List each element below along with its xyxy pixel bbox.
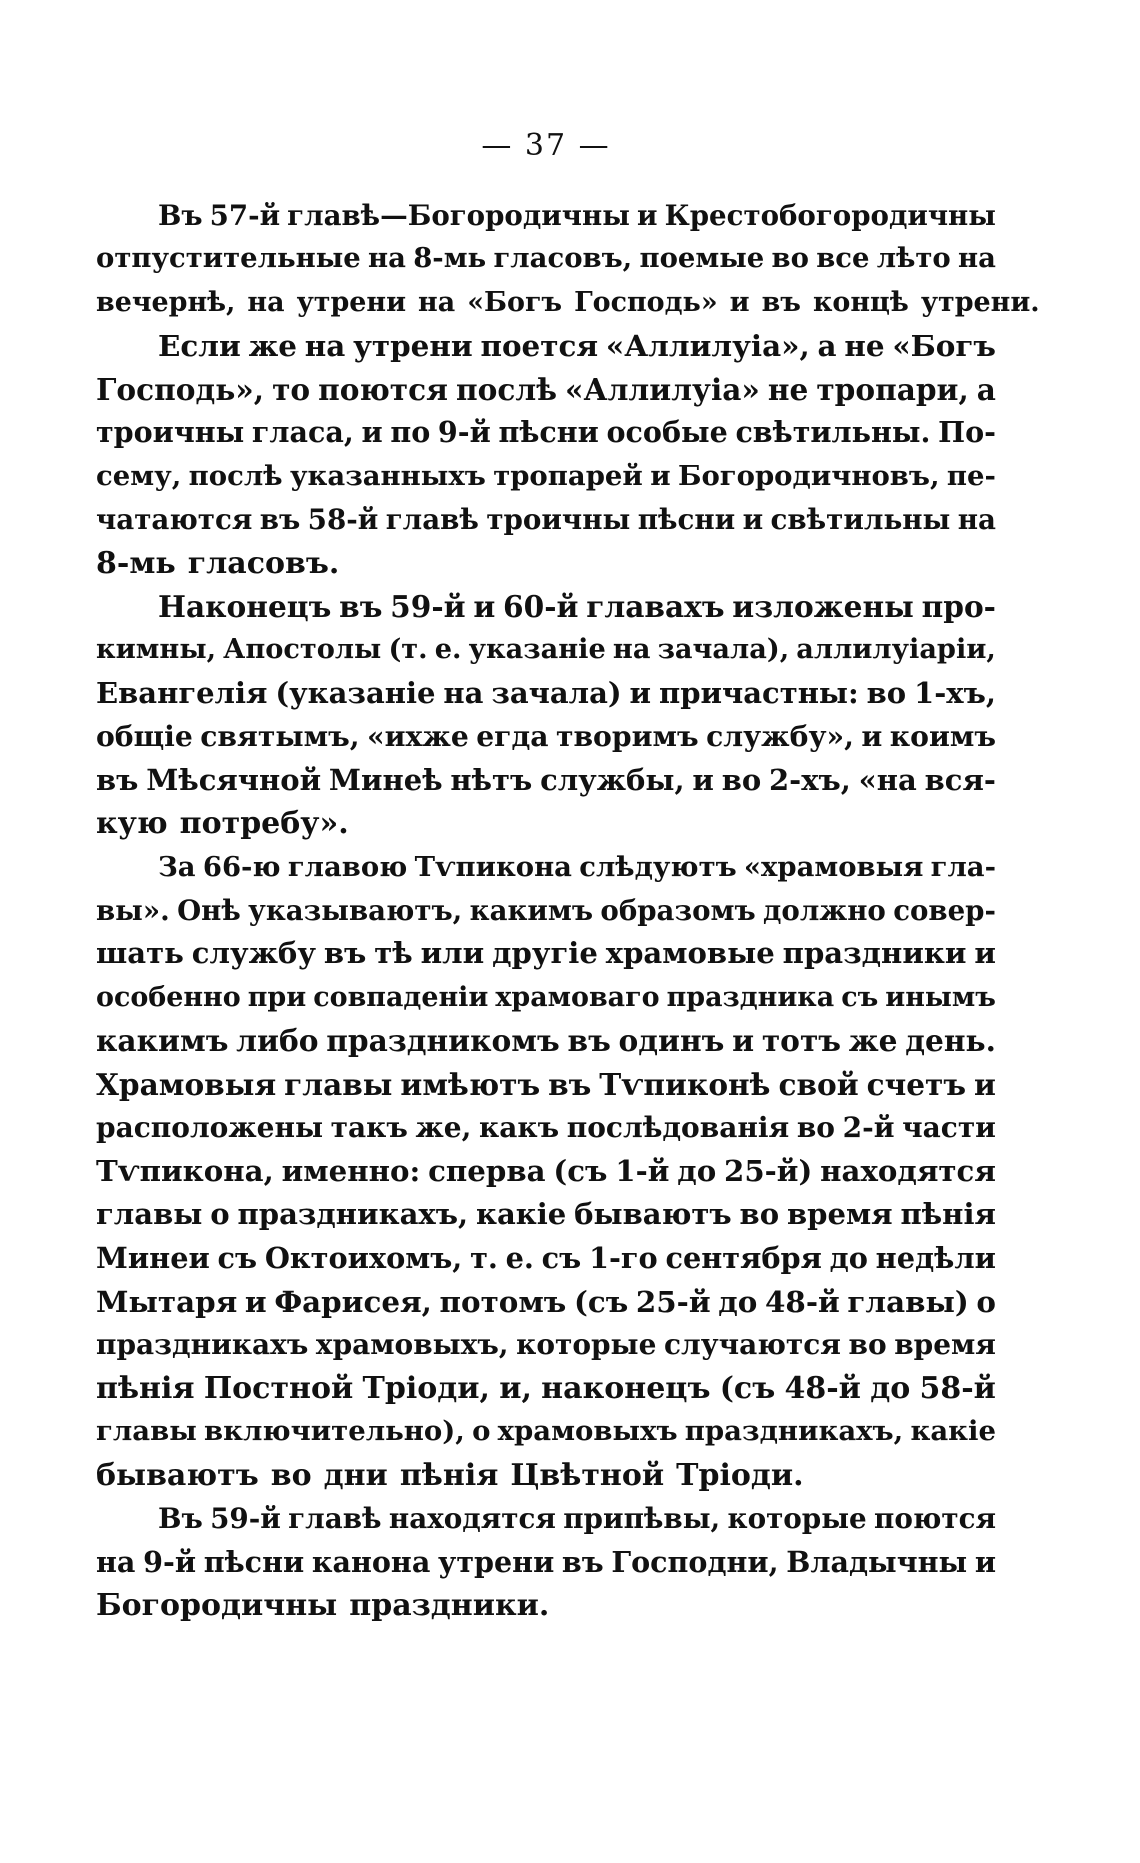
word: главы (96, 1415, 197, 1448)
word: лѣто (876, 242, 951, 275)
word: тропарей (493, 459, 643, 492)
word: и (732, 1023, 755, 1059)
word: 9-й (143, 1544, 197, 1579)
word: (съ (573, 1283, 629, 1319)
text-line (96, 672, 996, 715)
word: особенно (96, 981, 241, 1013)
word: 1-хъ, (914, 675, 996, 710)
word: образомъ (600, 894, 756, 927)
word: святымъ, (200, 720, 360, 754)
word: которые (727, 1502, 867, 1536)
word: совер- (893, 894, 996, 927)
word: на (96, 1544, 136, 1579)
word: пѣсни (498, 415, 599, 450)
word: и (742, 503, 764, 537)
word: до (870, 1370, 911, 1406)
word: гласовъ. (187, 545, 340, 581)
word: указанныхъ (289, 459, 486, 492)
word: въ (339, 588, 383, 624)
word: е. (505, 1240, 534, 1275)
word: «ихже (366, 720, 469, 754)
word: троичны (486, 503, 631, 537)
word: въ (259, 503, 301, 537)
word: то (272, 371, 311, 407)
word: 1-й (615, 1153, 670, 1188)
word: и (650, 459, 671, 492)
word: Тѵпикона (414, 850, 572, 883)
word: во (739, 1197, 780, 1232)
word: храмоваго (495, 981, 660, 1013)
word: припѣвы, (563, 1502, 721, 1536)
word: потребу». (179, 806, 349, 842)
text-line (96, 542, 996, 585)
word: или (420, 936, 485, 971)
word: Октоихомъ, (264, 1240, 463, 1275)
word: во (796, 1111, 835, 1145)
word: на (247, 286, 285, 318)
word: во (771, 242, 809, 275)
word: поется (480, 328, 599, 364)
word: во (270, 1457, 312, 1493)
word: Наконецъ (158, 588, 332, 624)
word: 2-й (842, 1111, 895, 1145)
word: Тѵпиконѣ (599, 1066, 771, 1102)
word: Если (158, 328, 241, 364)
word: въ (561, 1544, 604, 1579)
word: главахъ (586, 588, 725, 624)
word: главѣ (288, 1502, 382, 1536)
word: праздникахъ, (684, 1415, 904, 1448)
page-number: — 37 — (481, 128, 611, 163)
word: (указаніе (275, 675, 436, 710)
word: свѣтильны. (735, 415, 931, 450)
word: утрени (296, 286, 407, 318)
text-line (96, 1106, 996, 1149)
word: на (612, 633, 651, 666)
paragraph (96, 846, 996, 1498)
word: поются (318, 371, 448, 407)
paragraph (96, 1497, 996, 1627)
word: е. (434, 633, 462, 666)
word: на (443, 675, 484, 710)
word: съ (841, 981, 879, 1013)
word: праздникахъ (96, 1328, 309, 1362)
word: утрени (353, 328, 473, 364)
word: время (894, 1328, 996, 1362)
word: чатаются (96, 503, 253, 537)
text-line (96, 585, 996, 628)
word: Богородичновъ, (677, 459, 940, 492)
text-line (96, 281, 1040, 324)
word: же, (415, 1111, 472, 1145)
word: пѣнія (900, 1197, 996, 1232)
word: Апостолы (223, 633, 382, 666)
word: Онѣ (177, 894, 241, 927)
text-line (96, 455, 996, 498)
word: (съ (719, 1370, 776, 1406)
word: пѣнія (399, 1457, 499, 1493)
word: 2-хъ, (769, 762, 851, 797)
text-line (96, 1193, 996, 1236)
word: совпаденіи (313, 981, 489, 1013)
word: которые (516, 1328, 657, 1362)
text-line (96, 1584, 996, 1627)
word: и (361, 415, 383, 450)
text-line (96, 628, 996, 671)
word: потомъ (439, 1283, 567, 1319)
word: поются (874, 1502, 996, 1536)
word: въ (323, 936, 367, 971)
word: гласовъ, (493, 242, 633, 275)
word: и (629, 675, 652, 710)
word: 1-го (588, 1240, 658, 1275)
text-line (96, 498, 996, 541)
text-line (96, 802, 996, 845)
word: Богородичны (96, 1588, 338, 1623)
word: Господни, (611, 1544, 779, 1579)
word: до (677, 1153, 717, 1188)
word: общіе (96, 720, 193, 754)
text-line (96, 1150, 996, 1193)
word: службу», (706, 720, 854, 754)
word: включительно), (204, 1415, 465, 1448)
word: при (247, 981, 307, 1013)
word: послѣдованія (566, 1111, 790, 1145)
word: 9-й (437, 415, 491, 450)
text-line (96, 932, 996, 975)
word: въ (761, 286, 801, 318)
word: и (473, 588, 496, 624)
word: Мѣсячной (146, 762, 322, 797)
word: бываютъ (96, 1457, 259, 1493)
word: Евангелія (96, 675, 268, 710)
word: «Аллилуіа», (605, 328, 810, 364)
word: службы, (540, 762, 685, 797)
word: главы (284, 1066, 393, 1102)
word: другіе (492, 936, 598, 971)
text-line (96, 324, 996, 367)
word: и (861, 720, 883, 754)
text-line (96, 1410, 996, 1453)
word: бываютъ (574, 1197, 732, 1232)
word: шать (96, 936, 184, 971)
word: 25-й) (724, 1153, 813, 1188)
word: не (767, 371, 809, 407)
word: о (210, 1197, 230, 1232)
paragraph (96, 585, 996, 846)
word: на (958, 242, 996, 275)
word: и (974, 1544, 996, 1579)
word: какъ (479, 1111, 560, 1145)
text-line (96, 1323, 996, 1366)
word: указываютъ, (248, 894, 463, 927)
word: поемые (639, 242, 765, 275)
word: концѣ (812, 286, 909, 318)
word: 58-й (307, 503, 379, 537)
word: вы». (96, 894, 170, 927)
word: по (390, 415, 431, 450)
word: находятся (820, 1153, 996, 1188)
word: главы) (847, 1283, 969, 1319)
word: пѣсни (637, 503, 736, 537)
word: главѣ (385, 503, 479, 537)
word: 60-й (503, 588, 579, 624)
word: а (817, 328, 837, 364)
word: сперва (428, 1153, 546, 1188)
word: сему, (96, 459, 182, 492)
word: нѣтъ (450, 762, 533, 797)
word: имѣютъ (400, 1066, 541, 1102)
word: храмовыхъ, (315, 1328, 509, 1362)
text-line (96, 1019, 996, 1062)
text-line (96, 1237, 996, 1280)
word: 8-мь (96, 545, 176, 581)
word: свой (778, 1066, 859, 1102)
word: пе- (946, 459, 996, 492)
word: находятся (388, 1502, 556, 1536)
word: на (418, 286, 456, 318)
word: слѣдуютъ (579, 850, 737, 883)
word: «Аллилуіа» (565, 371, 760, 407)
word: «Богъ (892, 328, 996, 364)
word: во (848, 1328, 887, 1362)
word: 59-й (210, 1502, 281, 1536)
word: По- (938, 415, 996, 450)
word: на (304, 328, 346, 364)
text-line (96, 759, 996, 802)
word: такъ (330, 1111, 408, 1145)
word: Тріоди, (362, 1370, 490, 1406)
word: дни (323, 1457, 388, 1493)
paragraph (96, 194, 1040, 324)
word: все (816, 242, 870, 275)
word: утрени. (920, 286, 1040, 318)
word: тѣ (374, 936, 413, 971)
word: Мытаря (96, 1283, 238, 1319)
word: именно: (281, 1153, 421, 1188)
word: Минеи (96, 1240, 210, 1275)
word: счетъ (866, 1066, 967, 1102)
word: утрени (438, 1544, 555, 1579)
word: кую (96, 806, 168, 842)
word: Храмовыя (96, 1066, 277, 1102)
word: Господь», (96, 371, 265, 407)
word: и (244, 1283, 267, 1319)
word: и (729, 286, 750, 318)
word: Цвѣтной (510, 1457, 665, 1493)
word: 59-й (390, 588, 466, 624)
word: тропари, (816, 371, 969, 407)
word: кимны, (96, 633, 217, 666)
word: сентября (665, 1240, 822, 1275)
text-line (96, 715, 996, 758)
word: Владычны (786, 1544, 968, 1579)
word: одинъ (618, 1023, 725, 1059)
word: не (844, 328, 885, 364)
word: послѣ (456, 371, 557, 407)
word: 58-й (919, 1370, 996, 1406)
word: случаются (663, 1328, 841, 1362)
word: зачала), (657, 633, 790, 666)
word: пѣсни (203, 1544, 305, 1579)
word: какимъ (96, 1023, 229, 1059)
word: до (718, 1283, 758, 1319)
word: съ (541, 1240, 582, 1275)
word: Фарисея, (274, 1283, 432, 1319)
word: про- (921, 588, 996, 624)
text-line (96, 1280, 996, 1323)
word: главѣ—Богородичны (287, 199, 630, 232)
word: Крестобогородичны (664, 199, 996, 232)
word: т. (470, 1240, 498, 1275)
word: Минеѣ (328, 762, 443, 797)
word: съ (217, 1240, 258, 1275)
word: должно (763, 894, 886, 927)
text-line (96, 846, 996, 889)
word: пѣнія (96, 1370, 195, 1406)
word: главою (287, 850, 408, 883)
word: на (368, 242, 406, 275)
word: же (248, 328, 297, 364)
word: Тріоди. (676, 1457, 804, 1493)
word: указаніе (468, 633, 606, 666)
word: вся- (924, 762, 996, 797)
word: расположены (96, 1111, 324, 1145)
word: какимъ (469, 894, 594, 927)
word: За (158, 850, 196, 883)
paragraph (96, 324, 996, 585)
word: недѣли (875, 1240, 996, 1275)
word: праздникахъ, (237, 1197, 469, 1232)
word: «Богъ (467, 286, 563, 318)
text-line (96, 1063, 996, 1106)
word: и (637, 199, 658, 232)
word: до (829, 1240, 868, 1275)
text-line (96, 976, 996, 1019)
word: отпустительные (96, 242, 361, 275)
word: 57-й (209, 199, 281, 232)
word: послѣ (188, 459, 283, 492)
word: Постной (203, 1370, 354, 1406)
word: гла- (930, 850, 996, 883)
word: троичны (96, 415, 245, 450)
word: свѣтильны (770, 503, 951, 537)
word: на (957, 503, 996, 537)
word: главы (96, 1197, 203, 1232)
word: Господь» (574, 286, 718, 318)
text-line (96, 411, 996, 454)
word: храмовыхъ (497, 1415, 678, 1448)
text-line (96, 368, 996, 411)
text-line (96, 1367, 996, 1410)
word: 8-мь (413, 242, 487, 275)
text-line (96, 1541, 996, 1584)
word: части (902, 1111, 996, 1145)
word: а (976, 371, 996, 407)
word: храмовые (605, 936, 775, 971)
word: Въ (158, 199, 203, 232)
word: канона (311, 1544, 431, 1579)
word: и (692, 762, 714, 797)
word: въ (96, 762, 139, 797)
word: изложены (732, 588, 914, 624)
text-line (96, 1454, 996, 1497)
word: (съ (553, 1153, 608, 1188)
text-line (96, 194, 996, 237)
word: 48-й (784, 1370, 861, 1406)
word: во (866, 675, 907, 710)
word: время (786, 1197, 893, 1232)
word: егда (476, 720, 549, 754)
word: Тѵпикона, (96, 1153, 274, 1188)
word: праздникомъ (326, 1023, 560, 1059)
word: какіе (910, 1415, 996, 1448)
word: службу (191, 936, 316, 971)
text-line (96, 1497, 996, 1540)
word: творимъ (555, 720, 699, 754)
word: «храмовыя (743, 850, 924, 883)
word: гласа, (251, 415, 354, 450)
page-body-text (96, 194, 1040, 1627)
book-page (96, 0, 1040, 1863)
word: 48-й (765, 1283, 840, 1319)
word: вечернѣ, (96, 286, 236, 318)
word: «на (858, 762, 917, 797)
word: и (974, 936, 996, 971)
word: аллилуіаріи, (796, 633, 996, 666)
word: причастны: (658, 675, 859, 710)
word: о (472, 1415, 491, 1448)
word: праздники (782, 936, 967, 971)
word: въ (567, 1023, 611, 1059)
text-line (96, 237, 996, 280)
word: наконецъ (541, 1370, 711, 1406)
word: праздники. (349, 1588, 550, 1623)
word: о (976, 1283, 996, 1319)
word: коимъ (889, 720, 996, 754)
word: же (848, 1023, 898, 1059)
word: Въ (158, 1502, 203, 1536)
word: день. (905, 1023, 996, 1059)
word: 66-ю (202, 850, 281, 883)
word: (т. (388, 633, 428, 666)
word: праздника (666, 981, 835, 1013)
word: во (721, 762, 762, 797)
word: тотъ (761, 1023, 842, 1059)
word: зачала) (491, 675, 622, 710)
word: въ (548, 1066, 592, 1102)
word: и, (499, 1370, 532, 1406)
word: 25-й (635, 1283, 711, 1319)
text-line (96, 889, 996, 932)
word: какіе (475, 1197, 567, 1232)
word: и (974, 1066, 996, 1102)
word: инымъ (885, 981, 996, 1013)
word: особые (606, 415, 728, 450)
word: либо (236, 1023, 319, 1059)
